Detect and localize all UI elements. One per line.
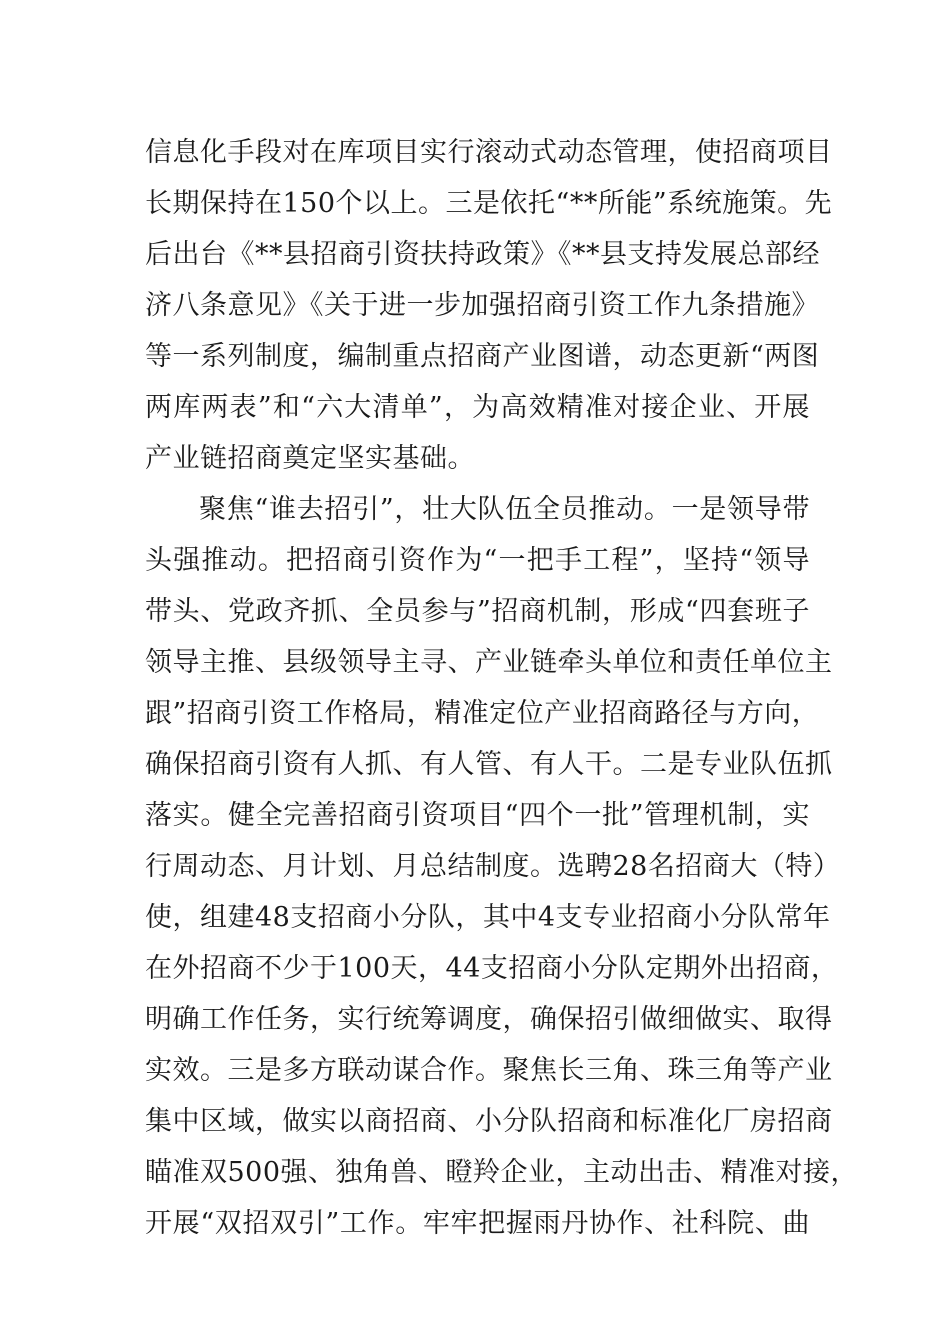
text-line: 长期保持在150个以上。三是依托“**所能”系统施策。先 <box>145 188 833 219</box>
text-line: 济八条意见》《关于进一步加强招商引资工作九条措施》 <box>145 290 819 321</box>
text-line: 确保招商引资有人抓、有人管、有人干。二是专业队伍抓 <box>145 749 833 780</box>
text-line: 跟”招商引资工作格局，精准定位产业招商路径与方向， <box>145 698 820 729</box>
text-line: 在外招商不少于100天，44支招商小分队定期外出招商， <box>145 953 839 984</box>
text-line: 开展“双招双引”工作。牢牢把握雨丹协作、社科院、曲 <box>145 1208 810 1239</box>
text-line: 等一系列制度，编制重点招商产业图谱，动态更新“两图 <box>145 341 820 372</box>
text-line: 信息化手段对在库项目实行滚动式动态管理，使招商项目 <box>145 137 833 168</box>
text-line: 带头、党政齐抓、全员参与”招商机制，形成“四套班子 <box>145 596 810 627</box>
body-text <box>145 127 859 1249</box>
text-line: 头强推动。把招商引资作为“一把手工程”，坚持“领导 <box>145 545 810 576</box>
text-line: 使，组建48支招商小分队，其中4支专业招商小分队常年 <box>145 902 831 933</box>
text-line: 领导主推、县级领导主寻、产业链牵头单位和责任单位主 <box>145 647 833 678</box>
text-line: 明确工作任务，实行统筹调度，确保招引做细做实、取得 <box>145 1004 833 1035</box>
paragraph-start-line: 聚焦“谁去招引”，壮大队伍全员推动。一是领导带 <box>199 494 810 525</box>
text-line: 后出台《**县招商引资扶持政策》《**县支持发展总部经 <box>145 239 820 270</box>
text-line: 行周动态、月计划、月总结制度。选聘28名招商大（特） <box>145 851 841 882</box>
text-line: 产业链招商奠定坚实基础。 <box>145 443 475 474</box>
text-line: 两库两表”和“六大清单”，为高效精准对接企业、开展 <box>145 392 810 423</box>
text-line: 落实。健全完善招商引资项目“四个一批”管理机制，实 <box>145 800 810 831</box>
text-line: 瞄准双500强、独角兽、瞪羚企业，主动出击、精准对接， <box>145 1157 859 1188</box>
text-line: 集中区域，做实以商招商、小分队招商和标准化厂房招商 <box>145 1106 833 1137</box>
text-line: 实效。三是多方联动谋合作。聚焦长三角、珠三角等产业 <box>145 1055 833 1086</box>
